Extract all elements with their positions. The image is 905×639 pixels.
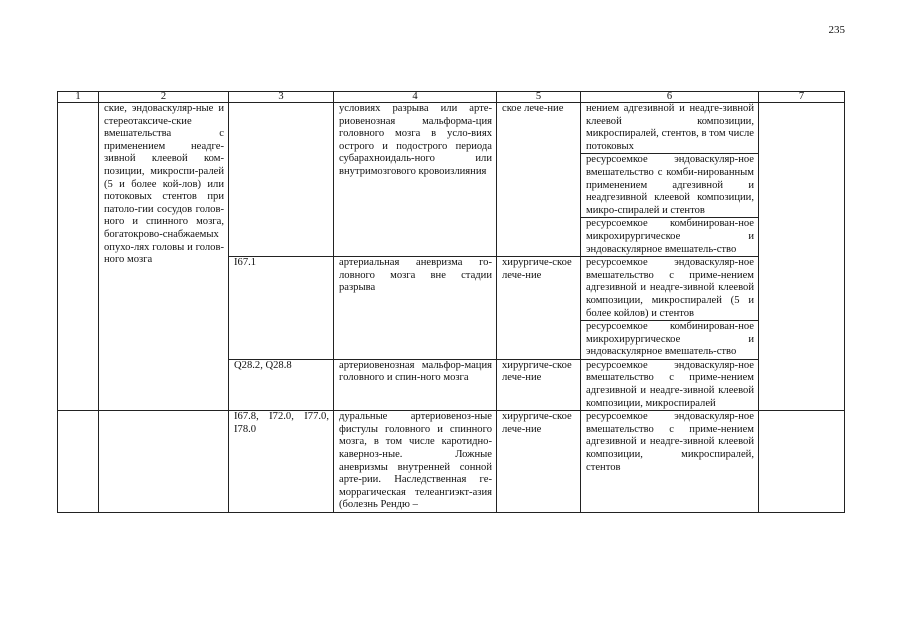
treatment-type-cell: хирургиче-ское лече-ние [497, 257, 581, 360]
column-number-5: 5 [497, 92, 581, 103]
column-number-2: 2 [99, 92, 229, 103]
method-cell: ресурсоемкое эндоваскуляр-ное вмешательство с приме-нением адгезивной и неадге-зивной клеевой композиции, микроспиралей, стентов [581, 411, 759, 513]
document-table [57, 91, 845, 513]
diagnosis-cell: артериальная аневризма го-ловного мозга вне стадии разрыва [334, 257, 497, 360]
treatment-type-cell: ское лече-ние [497, 103, 581, 257]
icd-code-cell [229, 103, 334, 257]
column-number-1: 1 [58, 92, 99, 103]
table-row [58, 411, 845, 513]
diagnosis-cell: дуральные артериовеноз-ные фистулы головного и спинного мозга, в том числе каротидно-каверноз-ные. Ложные аневризмы внутренней сонной арте-рии. Наследственная ге-моррагическая телеангиэкт-азия (болезнь Рендю – [334, 411, 497, 513]
treatment-type-cell: хирургиче-ское лече-ние [497, 411, 581, 513]
number-cell [58, 103, 99, 411]
method-cell: ресурсоемкое комбинирован-ное микрохирургическое и эндоваскулярное вмешатель-ство [581, 321, 759, 360]
icd-code-cell: I67.8, I72.0, I77.0, I78.0 [229, 411, 334, 513]
notes-cell [759, 103, 845, 411]
method-cell: ресурсоемкое комбинирован-ное микрохирургическое и эндоваскулярное вмешатель-ство [581, 218, 759, 257]
intervention-type-cell: ские, эндоваскуляр-ные и стереотаксиче-ские вмешательства с применением неадге-зивной клеевой ком-позиции, микроспи-ралей (5 и более кой-лов) или потоковых стентов при патоло-гии сосудов голов-ного и спинного мозга, богатокрово-снабжаемых опухо-лях головы и голов-ного мозга [99, 103, 229, 411]
column-number-6: 6 [581, 92, 759, 103]
diagnosis-cell: артериовенозная мальфор-мация головного и спин-ного мозга [334, 359, 497, 410]
column-number-row [58, 92, 845, 103]
table-row [58, 103, 845, 154]
method-cell: ресурсоемкое эндоваскуляр-ное вмешательство с комби-нированным применением адгезивной и неадгезивной клеевой композиции, микро-спиралей и стентов [581, 154, 759, 218]
column-number-4: 4 [334, 92, 497, 103]
method-cell: ресурсоемкое эндоваскуляр-ное вмешательство с приме-нением адгезивной и неадге-зивной клеевой композиции, микроспиралей (5 и более койлов) и стентов [581, 257, 759, 321]
method-cell: ресурсоемкое эндоваскуляр-ное вмешательство с приме-нением адгезивной и неадге-зивной клеевой композиции, микроспиралей [581, 359, 759, 410]
page-number: 235 [828, 24, 845, 36]
diagnosis-cell: условиях разрыва или арте-риовенозная мальформа-ция головного мозга в усло-виях острого и подострого периода субарахноидаль-ного или внутримозгового кровоизлияния [334, 103, 497, 257]
column-number-7: 7 [759, 92, 845, 103]
treatment-type-cell: хирургиче-ское лече-ние [497, 359, 581, 410]
icd-code-cell: I67.1 [229, 257, 334, 360]
column-number-3: 3 [229, 92, 334, 103]
icd-code-cell: Q28.2, Q28.8 [229, 359, 334, 410]
method-cell: нением адгезивной и неадге-зивной клеевой композиции, микроспиралей, стентов, в том числе потоковых [581, 103, 759, 154]
